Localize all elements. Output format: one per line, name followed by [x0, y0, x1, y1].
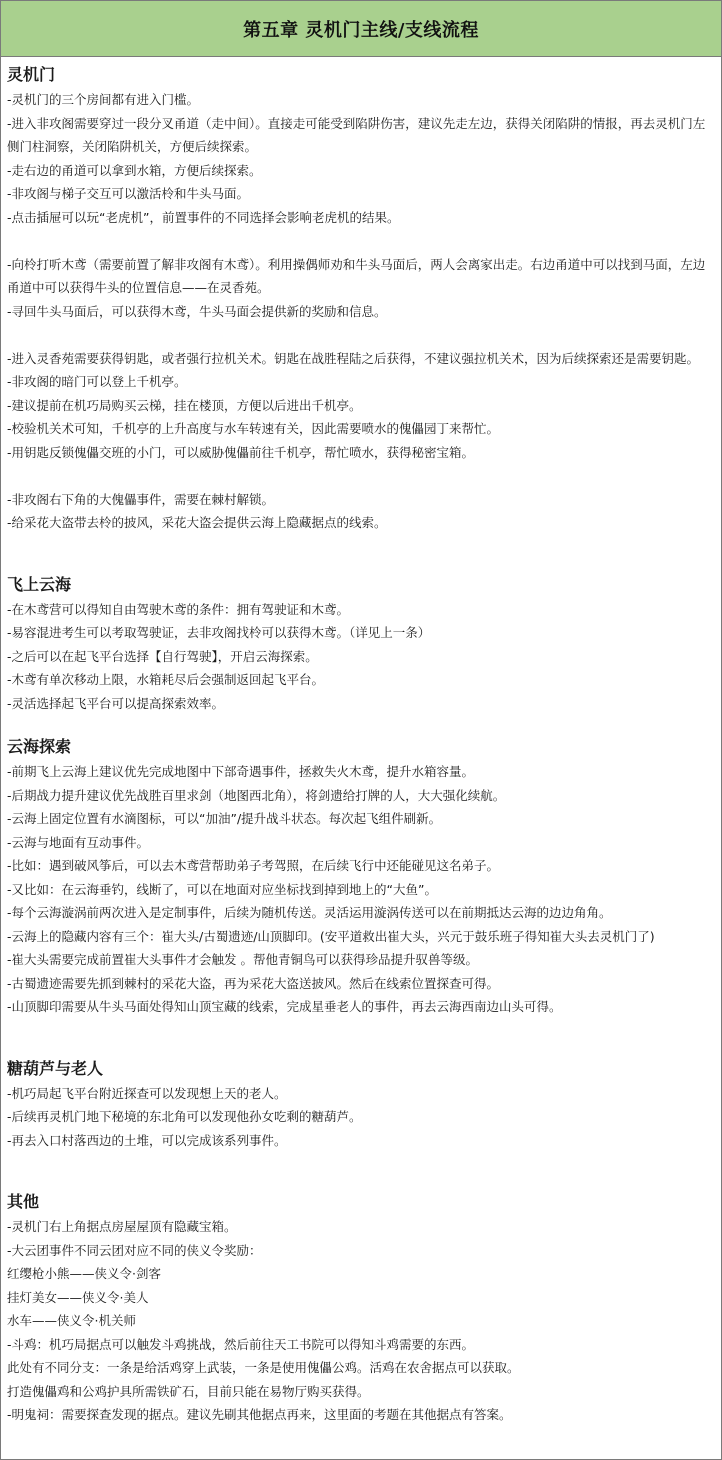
text-line: -给采花大盗带去柃的披风，采花大盗会提供云海上隐藏据点的线索。 [7, 515, 387, 530]
text-line: -每个云海漩涡前两次进入是定制事件，后续为随机传送。灵活运用漩涡传送可以在前期抵达云海的边边角角。 [7, 905, 612, 920]
text-line: -再去入口村落西边的土堆，可以完成该系列事件。 [7, 1132, 287, 1148]
text-line: -古蜀遗迹需要先抓到棘村的采花大盗，再为采花大盗送披风。然后在线索位置探查可得。 [7, 975, 500, 991]
section-spacer [7, 535, 715, 571]
text-line: -云海上固定位置有水滴图标，可以“加油”/提升战斗状态。每次起飞组件刷新。 [7, 811, 442, 826]
text-line: -云海上的隐藏内容有三个：崔大头/古蜀遗迹/山顶脚印。(安平道救出崔大头，兴元于鼓乐班子得知崔大头去灵机门了) [7, 928, 655, 944]
section [7, 733, 715, 1019]
section [7, 1188, 715, 1427]
text-line: -之后可以在起飞平台选择【自行驾驶】，开启云海探索。 [7, 648, 318, 664]
text-line: -非攻阁右下角的大傀儡事件，需要在棘村解锁。 [7, 491, 275, 507]
section-spacer [7, 1152, 715, 1188]
text-line: -校验机关术可知，千机亭的上升高度与水车转速有关，因此需要喷水的傀儡园丁来帮忙。 [7, 421, 500, 436]
text-line: -建议提前在机巧局购买云梯，挂在楼顶，方便以后进出千机亭。 [7, 397, 362, 413]
section-heading: 灵机门 [7, 65, 56, 84]
text-line: -点击插屉可以玩“老虎机”，前置事件的不同选择会影响老虎机的结果。 [7, 209, 400, 225]
text-line: -又比如：在云海垂钓，线断了，可以在地面对应坐标找到掉到地上的“大鱼”。 [7, 881, 437, 897]
section-heading: 其他 [7, 1192, 40, 1211]
text-line: 打造傀儡鸡和公鸡护具所需铁矿石，目前只能在易物厅购买获得。 [7, 1383, 370, 1399]
text-line: -崔大头需要完成前置崔大头事件才会触发 。帮他青铜鸟可以获得珍品提升驭兽等级。 [7, 952, 478, 967]
text-line: 红缨枪小熊——侠义令·剑客 [7, 1266, 161, 1281]
text-line: -后续再灵机门地下秘境的东北角可以发现他孙女吃剩的糖葫芦。 [7, 1109, 362, 1124]
text-line: -向柃打听木鸢（需要前置了解非攻阁有木鸢）。利用操偶师劝和牛头马面后，两人会离家出走。右边甬道中可以找到马面，左边甬道中可以获得牛头的位置信息——在灵香苑。 [7, 256, 706, 295]
section [7, 1055, 715, 1153]
paragraph-spacer [7, 229, 715, 253]
section-heading: 飞上云海 [7, 574, 72, 594]
text-line: -寻回牛头马面后，可以获得木鸢，牛头马面会提供新的奖励和信息。 [7, 303, 387, 319]
text-line: -灵活选择起飞平台可以提高探索效率。 [7, 695, 225, 711]
text-line: 此处有不同分支：一条是给活鸡穿上武装，一条是使用傀儡公鸡。活鸡在农舍据点可以获取。 [7, 1360, 520, 1375]
section-heading: 云海探索 [7, 737, 72, 756]
text-line: -进入非攻阁需要穿过一段分叉甬道（走中间）。直接走可能受到陷阱伤害，建议先走左边，获得关闭陷阱的情报，再去灵机门左侧门柱洞察，关闭陷阱机关，方便后续探索。 [7, 115, 706, 154]
section-spacer [7, 1019, 715, 1055]
section-spacer [7, 715, 715, 733]
chapter-title: 第五章 灵机门主线/支线流程 [1, 1, 721, 57]
text-line: -后期战力提升建议优先战胜百里求剑（地图西北角），将剑遗给打牌的人，大大强化续航。 [7, 787, 506, 803]
section [7, 571, 715, 716]
paragraph-spacer [7, 323, 715, 347]
section [7, 61, 715, 535]
text-line: -大云团事件不同云团对应不同的侠义令奖励： [7, 1242, 262, 1258]
text-line: -在木鸢营可以得知自由驾驶木鸢的条件：拥有驾驶证和木鸢。 [7, 601, 350, 617]
text-line: -比如：遇到破风筝后，可以去木鸢营帮助弟子考驾照，在后续飞行中还能碰见这名弟子。 [7, 858, 500, 873]
text-line: -云海与地面有互动事件。 [7, 834, 150, 850]
text-line: -灵机门的三个房间都有进入门槛。 [7, 92, 200, 107]
text-line: -用钥匙反锁傀儡交班的小门，可以威胁傀儡前往千机亭，帮忙喷水，获得秘密宝箱。 [7, 444, 475, 460]
text-line: -山顶脚印需要从牛头马面处得知山顶宝藏的线索，完成星垂老人的事件，再去云海西南边山头可得。 [7, 999, 562, 1014]
text-line: 水车——侠义令·机关师 [7, 1313, 136, 1328]
paragraph-spacer [7, 464, 715, 488]
document-content [1, 57, 721, 1427]
text-line: -机巧局起飞平台附近探查可以发现想上天的老人。 [7, 1085, 287, 1101]
text-line: -非攻阁与梯子交互可以激活柃和牛头马面。 [7, 186, 250, 201]
text-line: -易容混进考生可以考取驾驶证，去非攻阁找柃可以获得木鸢。（详见上一条） [7, 625, 431, 640]
text-line: -走右边的甬道可以拿到水箱，方便后续探索。 [7, 162, 262, 178]
text-line: -斗鸡：机巧局据点可以触发斗鸡挑战，然后前往天工书院可以得知斗鸡需要的东西。 [7, 1336, 475, 1352]
text-line: -进入灵香苑需要获得钥匙，或者强行拉机关术。钥匙在战胜程陆之后获得，不建议强拉机关术，因为后续探索还是需要钥匙。 [7, 350, 700, 366]
text-line: -前期飞上云海上建议优先完成地图中下部奇遇事件，拯救失火木鸢，提升水箱容量。 [7, 764, 475, 779]
text-line: -灵机门右上角据点房屋屋顶有隐藏宝箱。 [7, 1219, 237, 1234]
text-line: -非攻阁的暗门可以登上千机亭。 [7, 374, 187, 389]
text-line: -木鸢有单次移动上限，水箱耗尽后会强制返回起飞平台。 [7, 672, 325, 687]
section-heading: 糖葫芦与老人 [7, 1058, 104, 1078]
text-line: 挂灯美女——侠义令·美人 [7, 1289, 149, 1305]
text-line: -明鬼祠：需要探查发现的据点。建议先刷其他据点再来，这里面的考题在其他据点有答案。 [7, 1407, 512, 1422]
